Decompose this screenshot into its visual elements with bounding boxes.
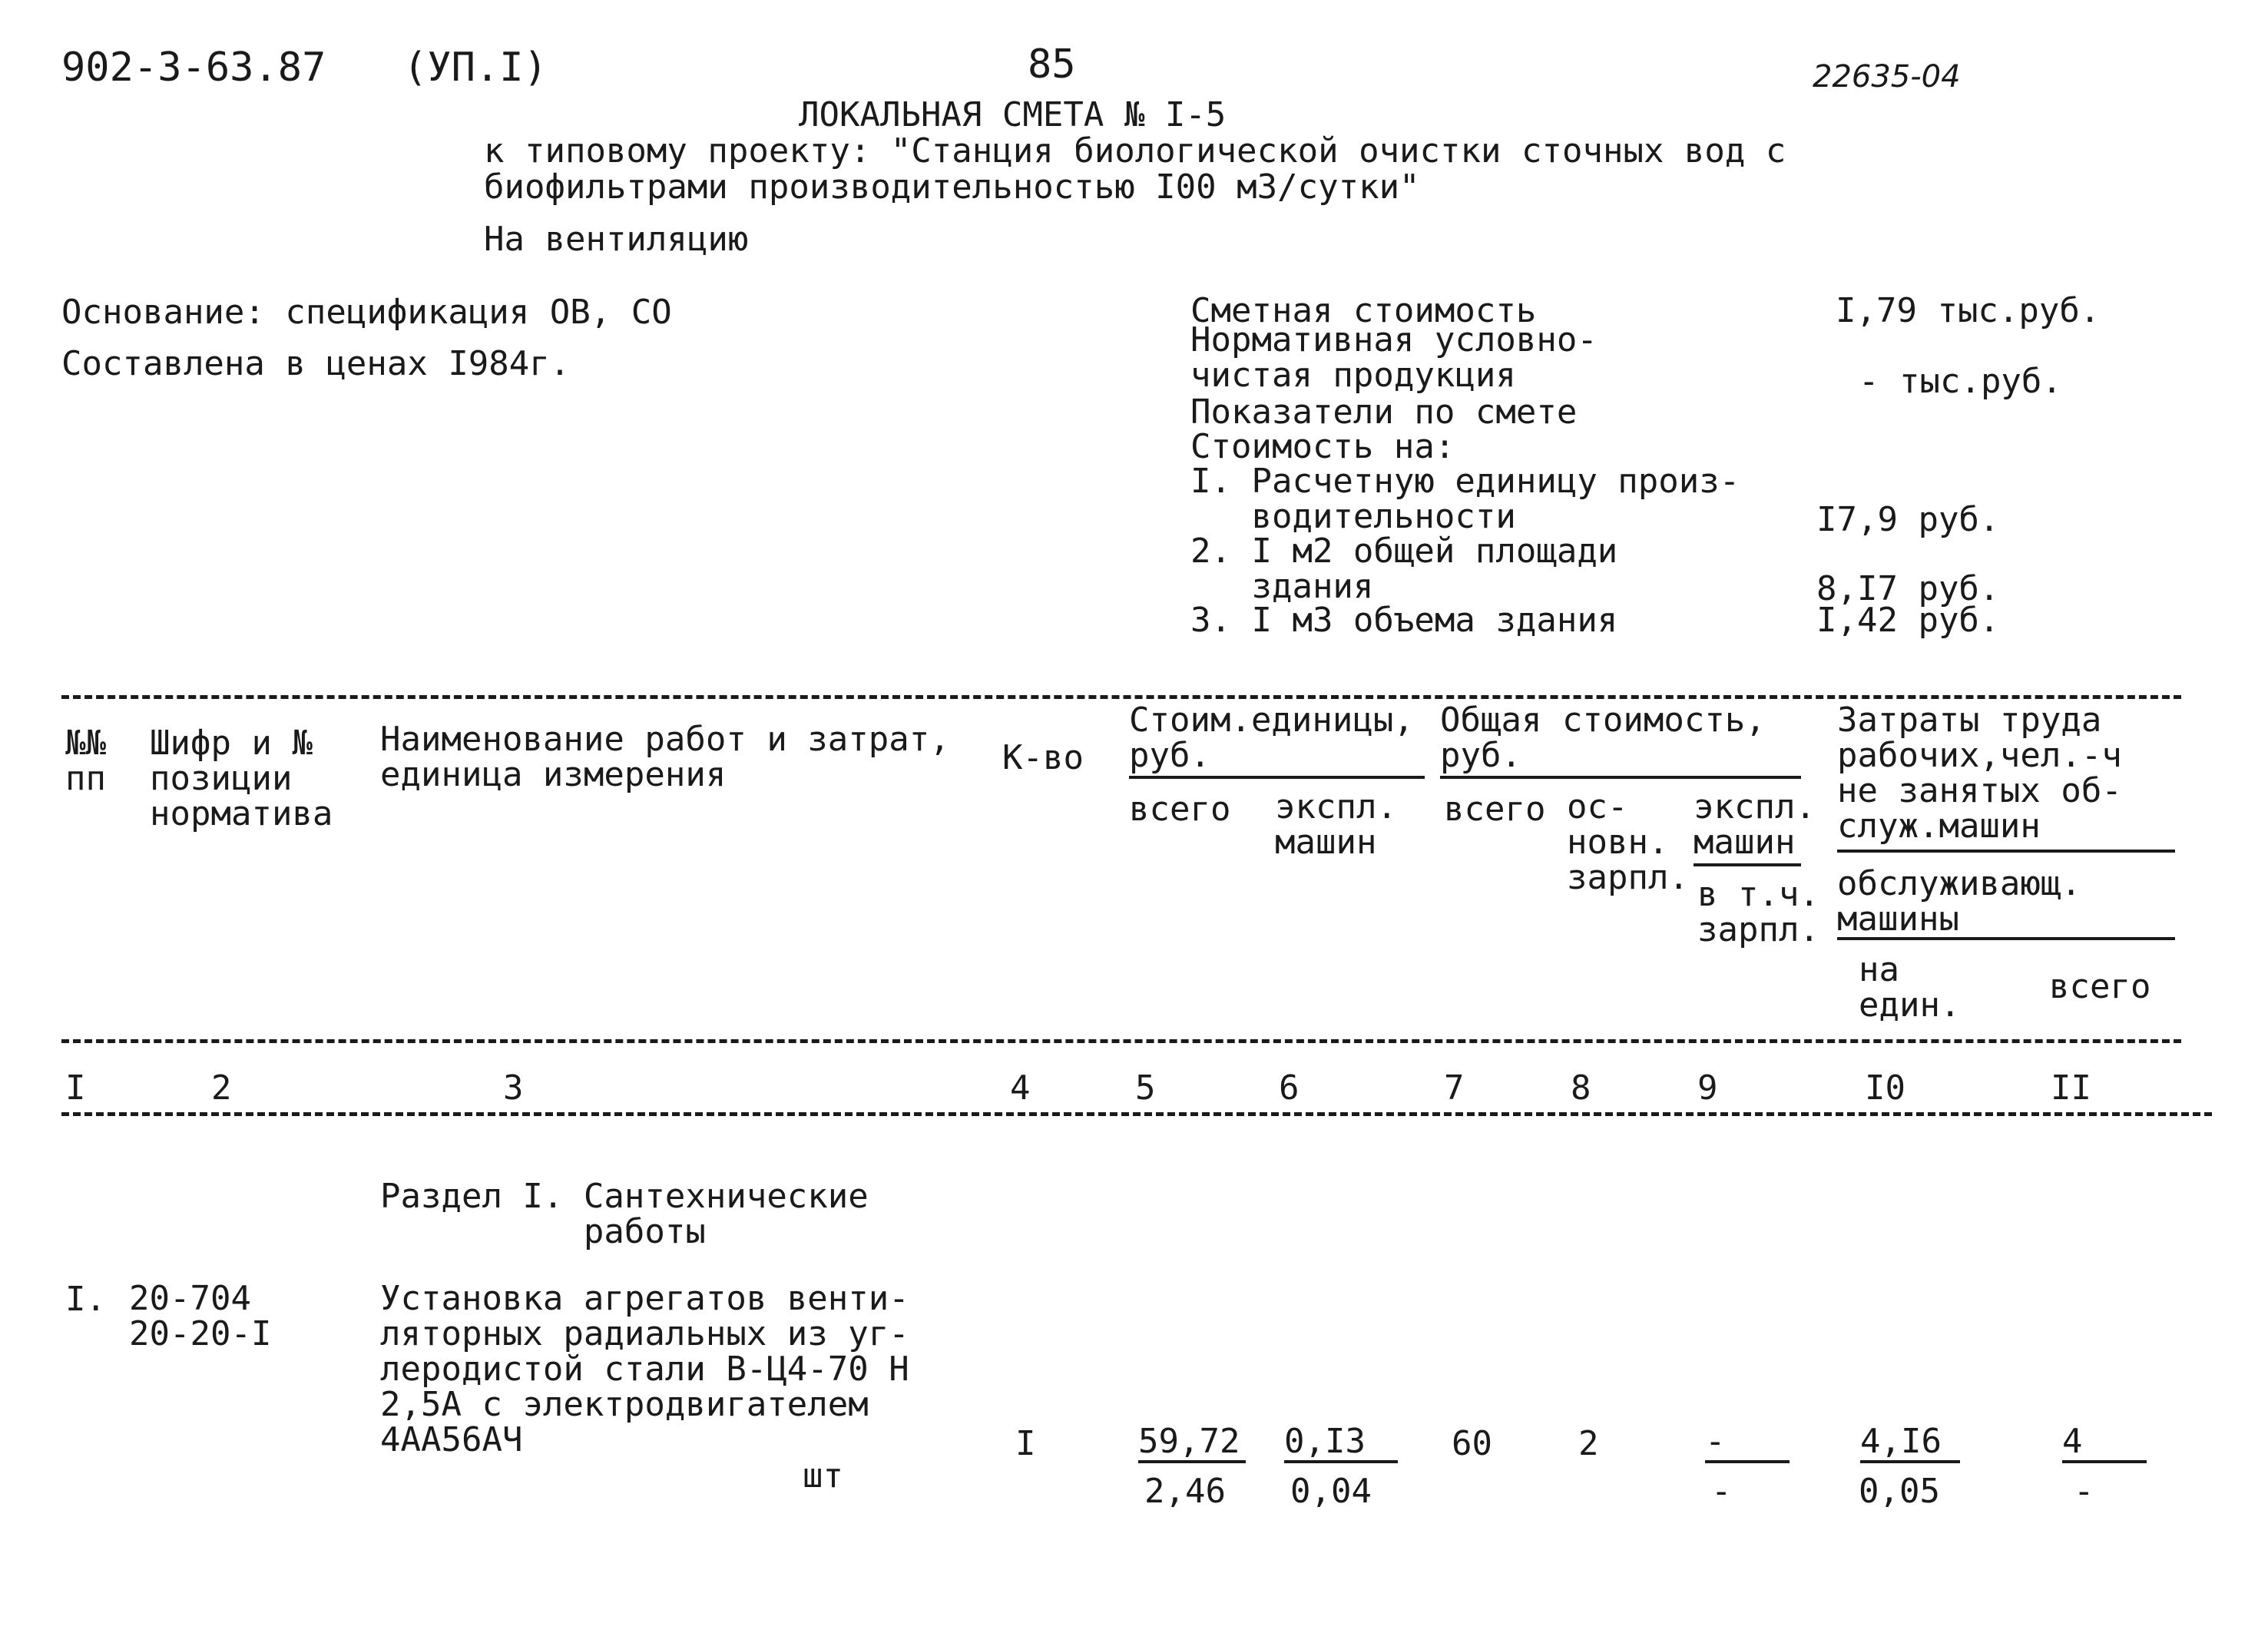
col-header-number: №№ пп	[65, 724, 106, 798]
estimated-cost-value: I,79 тыс.руб.	[1836, 291, 2101, 330]
row-code: 20-704 20-20-I	[129, 1279, 272, 1353]
estimate-title: ЛОКАЛЬНАЯ СМЕТА № I-5	[799, 95, 1227, 134]
prices-line: Составлена в ценах I984г.	[61, 344, 571, 383]
handwritten-number: 22635-04	[1813, 59, 1961, 94]
column-number: 6	[1279, 1068, 1300, 1108]
indicators-label: Показатели по смете	[1190, 393, 1578, 432]
col-header-code: Шифр и № позиции норматива	[150, 724, 333, 833]
col-header-machines-wages: в т.ч. зарпл.	[1697, 875, 1819, 949]
row-labor-total: 4	[2062, 1425, 2147, 1463]
project-title-line1: к типовому проекту: "Станция биологической очистки сточных вод с	[484, 131, 1786, 171]
labor-rule	[1837, 850, 2175, 853]
row-unit-total-wages: 2,46	[1144, 1472, 1226, 1511]
total-cost-rule	[1440, 776, 1801, 779]
cost-per-label: Стоимость на:	[1190, 427, 1455, 466]
basis-line: Основание: спецификация ОВ, СО	[61, 293, 672, 332]
col-header-labor-total: всего	[2049, 967, 2151, 1006]
col-header-total-cost: Общая стоимость, руб.	[1440, 701, 1766, 775]
col-header-quantity: К-во	[1002, 738, 1084, 777]
row-unit-machines-wages: 0,04	[1290, 1472, 1372, 1511]
row-labor-total-servicing: -	[2074, 1472, 2094, 1511]
row-unit: шт	[803, 1456, 843, 1496]
col-header-labor: Затраты труда рабочих,чел.-ч не занятых об- служ.машин	[1837, 701, 2122, 846]
col-header-unit-machines: экспл. машин	[1275, 787, 1397, 862]
column-number: 2	[211, 1068, 232, 1108]
column-number: 8	[1571, 1068, 1591, 1108]
document-code: 902-3-63.87	[61, 45, 326, 91]
col-header-total-machines: экспл. машин	[1694, 787, 1816, 862]
col-header-total-all: всего	[1444, 790, 1546, 829]
column-number: I0	[1865, 1068, 1905, 1108]
section-title: Раздел I. Сантехнические работы	[380, 1177, 869, 1251]
col-header-unit-cost: Стоим.единицы, руб.	[1129, 701, 1414, 775]
row-labor-per-unit: 4,I6	[1860, 1425, 1960, 1463]
machines-wages-rule	[1694, 863, 1801, 866]
estimate-subject: На вентиляцию	[484, 220, 749, 259]
row-quantity: I	[1015, 1424, 1036, 1463]
row-unit-machines: 0,I3	[1284, 1425, 1398, 1463]
indicator-item-3-value: I,42 руб.	[1816, 601, 2000, 640]
row-total-all: 60	[1452, 1424, 1492, 1463]
row-total-machines: -	[1705, 1425, 1790, 1463]
indicator-item-2-value: 8,I7 руб.	[1816, 569, 2000, 608]
indicator-item-1-label: I. Расчетную единицу произ- водительности	[1190, 462, 1740, 536]
row-total-machines-wages: -	[1711, 1472, 1732, 1511]
album-number: (УП.I)	[403, 45, 548, 91]
labor-servicing-rule	[1837, 937, 2175, 940]
estimated-cost-label: Сметная стоимость	[1190, 291, 1537, 330]
row-number: I.	[65, 1280, 106, 1319]
column-number: 5	[1135, 1068, 1156, 1108]
normative-label: Нормативная условно- чистая продукция	[1190, 320, 1598, 395]
col-header-labor-servicing: обслуживающ. машины	[1837, 864, 2081, 939]
col-header-name: Наименование работ и затрат, единица измерения	[380, 720, 950, 794]
indicator-item-3-label: 3. I м3 объема здания	[1190, 601, 1618, 640]
column-number: II	[2051, 1068, 2091, 1108]
row-labor-per-unit-servicing: 0,05	[1859, 1472, 1940, 1511]
col-header-total-wages: ос- новн. зарпл.	[1567, 787, 1689, 897]
header-top-rule	[61, 695, 2181, 699]
indicator-item-1-value: I7,9 руб.	[1816, 500, 2000, 539]
column-number: 9	[1697, 1068, 1718, 1108]
project-title-line2: биофильтрами производительностью I00 м3/сутки"	[484, 167, 1420, 207]
column-number: 7	[1444, 1068, 1465, 1108]
column-number: I	[65, 1068, 86, 1108]
row-unit-total: 59,72	[1138, 1425, 1246, 1463]
column-number: 3	[503, 1068, 524, 1108]
page-number: 85	[1028, 41, 1076, 88]
normative-value: - тыс.руб.	[1859, 362, 2062, 401]
column-numbers-rule	[61, 1112, 2212, 1116]
column-number: 4	[1010, 1068, 1031, 1108]
row-total-wages: 2	[1578, 1424, 1599, 1463]
col-header-unit-total: всего	[1129, 790, 1231, 829]
col-header-labor-per-unit: на един.	[1859, 950, 1961, 1025]
header-bottom-rule	[61, 1039, 2181, 1043]
indicator-item-2-label: 2. I м2 общей площади здания	[1190, 532, 1618, 606]
row-description: Установка агрегатов венти- ляторных радиальных из уг- леродистой стали В-Ц4-70 Н 2,5А с электродвигателем 4АА56АЧ	[380, 1279, 909, 1459]
unit-cost-rule	[1129, 776, 1425, 779]
